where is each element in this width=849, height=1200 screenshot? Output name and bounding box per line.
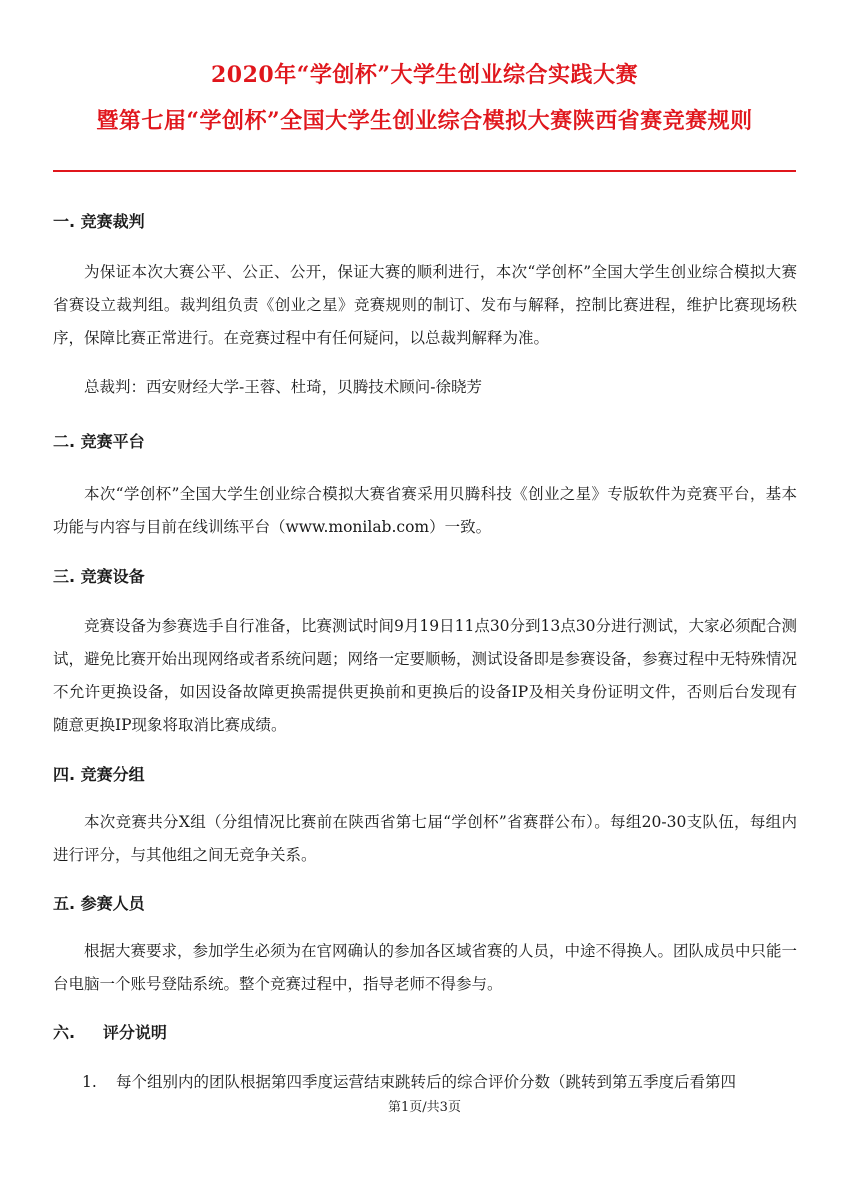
list-item	[82, 1070, 798, 1092]
section-paragraph: 竞赛设备为参赛选手自行准备，比赛测试时间9月19日11点30分到13点30分进行测试，大家必须配合测试，避免比赛开始出现网络或者系统问题；网络一定要顺畅，测试设备即是参赛设备，参赛过程中无特殊情况不允许更换设备，如因设备故障更换需提供更换前和更换后的设备IP及相关身份证明文件，否则后台发现有随意更换IP现象将取消比赛成绩。	[53, 617, 798, 734]
section-heading-referee: 一. 竞赛裁判	[53, 212, 145, 231]
list-item-text: 每个组别内的团队根据第四季度运营结束跳转后的综合评价分数（跳转到第五季度后看第四	[116, 1073, 737, 1091]
section-heading-grouping: 四. 竞赛分组	[53, 765, 145, 784]
section-paragraph: 本次竞赛共分X组（分组情况比赛前在陕西省第七届“学创杯”省赛群公布）。每组20-30支队伍，每组内进行评分，与其他组之间无竞争关系。	[53, 813, 797, 864]
title-divider	[53, 170, 796, 172]
section-heading-platform: 二. 竞赛平台	[53, 432, 145, 451]
section-heading-equipment: 三. 竞赛设备	[53, 567, 145, 586]
section-paragraph: 总裁判：西安财经大学-王蓉、杜琦，贝腾技术顾问-徐晓芳	[84, 378, 482, 396]
section-heading-scoring: 六. 评分说明	[53, 1023, 167, 1042]
page-footer: 第1页/共3页	[388, 1100, 461, 1115]
document-title-line-2: 暨第七届“学创杯”全国大学生创业综合模拟大赛陕西省赛竞赛规则	[96, 108, 753, 134]
section-paragraph: 本次“学创杯”全国大学生创业综合模拟大赛省赛采用贝腾科技《创业之星》专版软件为竞赛平台，基本功能与内容与目前在线训练平台（www.monilab.com）一致。	[53, 485, 797, 536]
section-paragraph: 根据大赛要求，参加学生必须为在官网确认的参加各区域省赛的人员，中途不得换人。团队成员中只能一台电脑一个账号登陆系统。整个竞赛过程中，指导老师不得参与。	[53, 942, 798, 993]
list-item-number: 1.	[82, 1073, 97, 1091]
document-title-line-1: 2020年“学创杯”大学生创业综合实践大赛	[210, 62, 639, 88]
section-heading-participants: 五. 参赛人员	[53, 894, 145, 913]
section-paragraph: 为保证本次大赛公平、公正、公开，保证大赛的顺利进行，本次“学创杯”全国大学生创业综合模拟大赛省赛设立裁判组。裁判组负责《创业之星》竞赛规则的制订、发布与解释，控制比赛进程，维护比赛现场秩序，保障比赛正常进行。在竞赛过程中有任何疑问，以总裁判解释为准。	[53, 263, 797, 347]
